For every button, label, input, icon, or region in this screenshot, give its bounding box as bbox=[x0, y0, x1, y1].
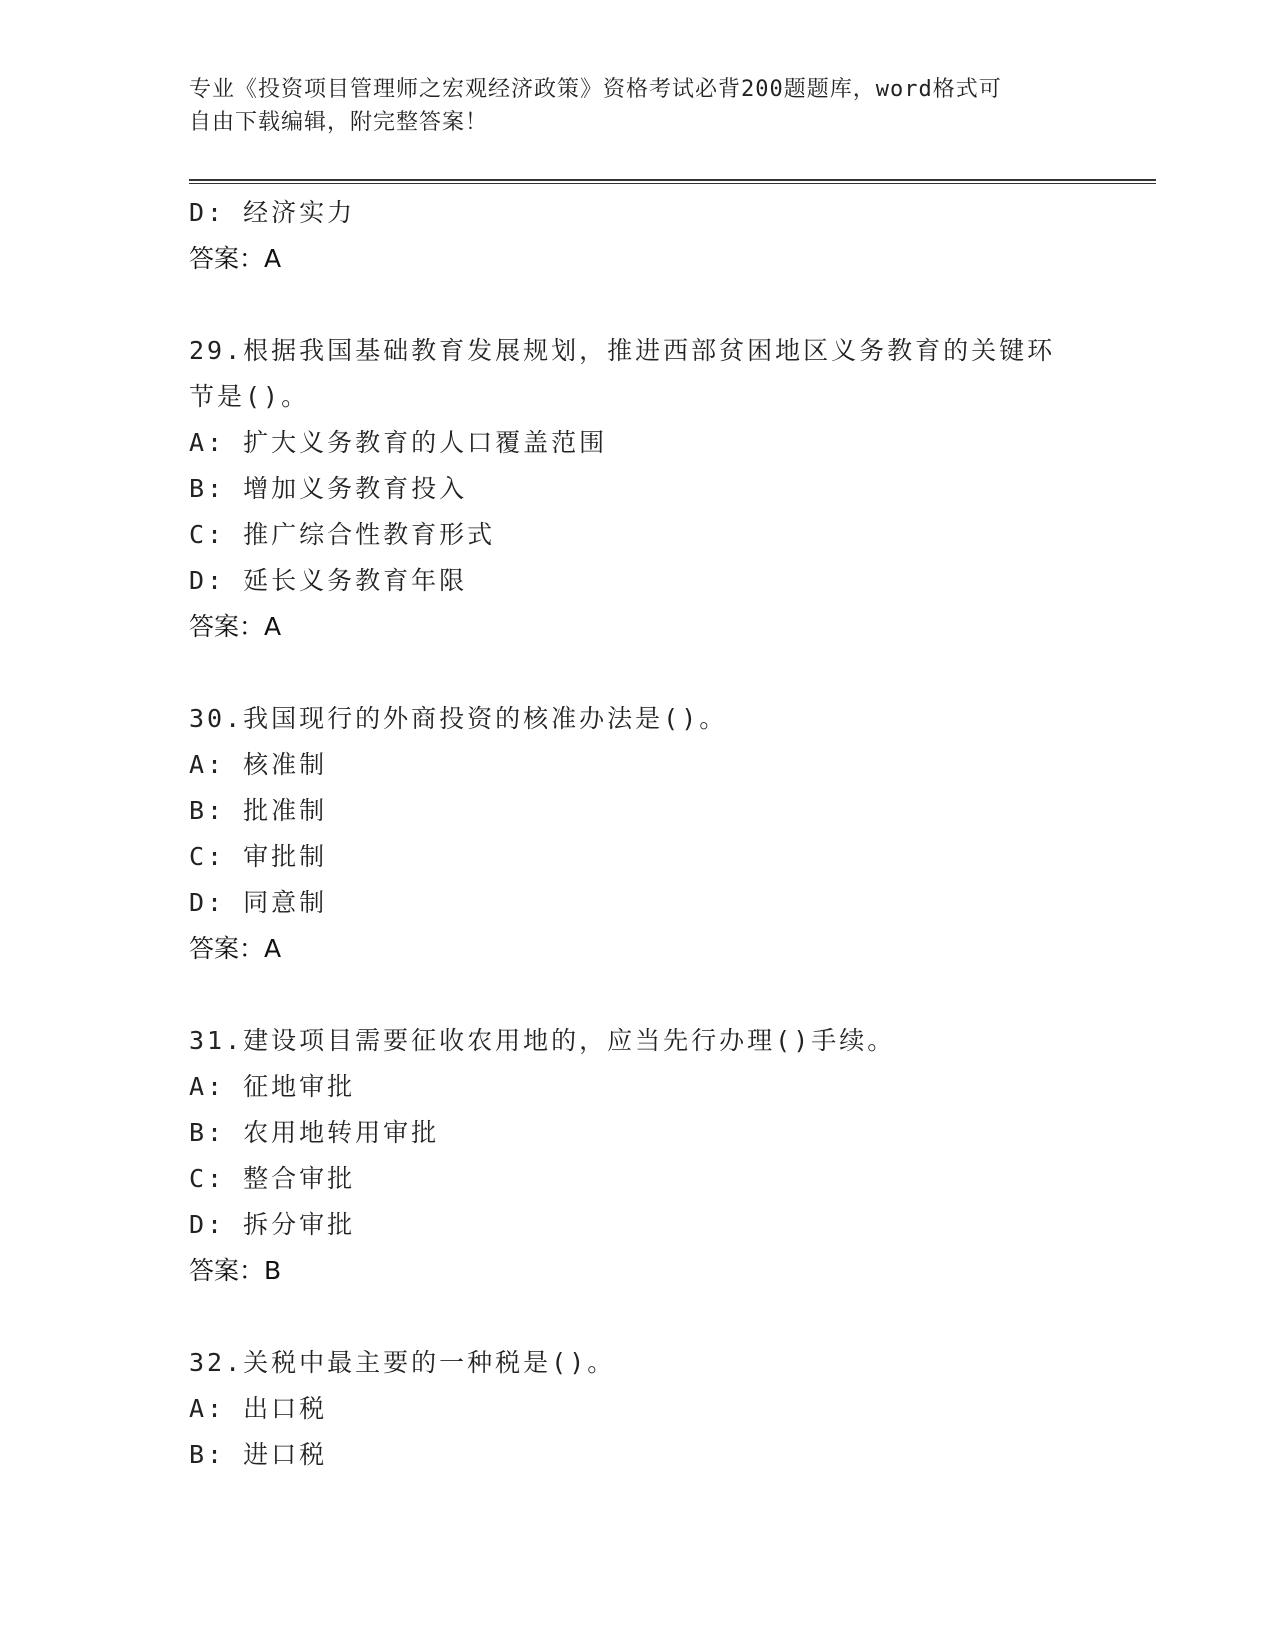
option-a: A: 征地审批 bbox=[189, 1072, 356, 1101]
header-title-line-2: 自由下载编辑，附完整答案！ bbox=[189, 110, 489, 135]
header-title-line-1: 专业《投资项目管理师之宏观经济政策》资格考试必背200题题库，word格式可 bbox=[189, 77, 1002, 102]
option-b: B: 农用地转用审批 bbox=[189, 1118, 440, 1147]
question-stem: 31.建设项目需要征收农用地的，应当先行办理()手续。 bbox=[189, 1026, 896, 1055]
option-a: A: 出口税 bbox=[189, 1394, 328, 1423]
question-28-tail bbox=[189, 190, 1089, 282]
question-31 bbox=[189, 1018, 1089, 1294]
question-stem: 29.根据我国基础教育发展规划，推进西部贫困地区义务教育的关键环 bbox=[189, 336, 1056, 365]
answer-line: 答案：A bbox=[189, 244, 282, 273]
header-divider-thin bbox=[189, 183, 1156, 184]
question-32 bbox=[189, 1340, 1089, 1478]
option-a: A: 扩大义务教育的人口覆盖范围 bbox=[189, 428, 608, 457]
question-stem: 30.我国现行的外商投资的核准办法是()。 bbox=[189, 704, 728, 733]
option-d: D: 延长义务教育年限 bbox=[189, 566, 468, 595]
question-list bbox=[189, 190, 1089, 1478]
question-30 bbox=[189, 696, 1089, 972]
option-c: C: 审批制 bbox=[189, 842, 328, 871]
question-stem: 32.关税中最主要的一种税是()。 bbox=[189, 1348, 616, 1377]
question-stem-continued: 节是()。 bbox=[189, 382, 310, 411]
document-header bbox=[189, 73, 1069, 139]
header-divider-thick bbox=[189, 179, 1156, 181]
option-a: A: 核准制 bbox=[189, 750, 328, 779]
question-29 bbox=[189, 328, 1089, 650]
option-b: B: 批准制 bbox=[189, 796, 328, 825]
answer-line: 答案：A bbox=[189, 934, 282, 963]
option-d: D: 经济实力 bbox=[189, 198, 356, 227]
option-d: D: 拆分审批 bbox=[189, 1210, 356, 1239]
answer-line: 答案：B bbox=[189, 1256, 282, 1285]
option-b: B: 增加义务教育投入 bbox=[189, 474, 468, 503]
option-d: D: 同意制 bbox=[189, 888, 328, 917]
option-c: C: 推广综合性教育形式 bbox=[189, 520, 496, 549]
answer-line: 答案：A bbox=[189, 612, 282, 641]
option-b: B: 进口税 bbox=[189, 1440, 328, 1469]
option-c: C: 整合审批 bbox=[189, 1164, 356, 1193]
